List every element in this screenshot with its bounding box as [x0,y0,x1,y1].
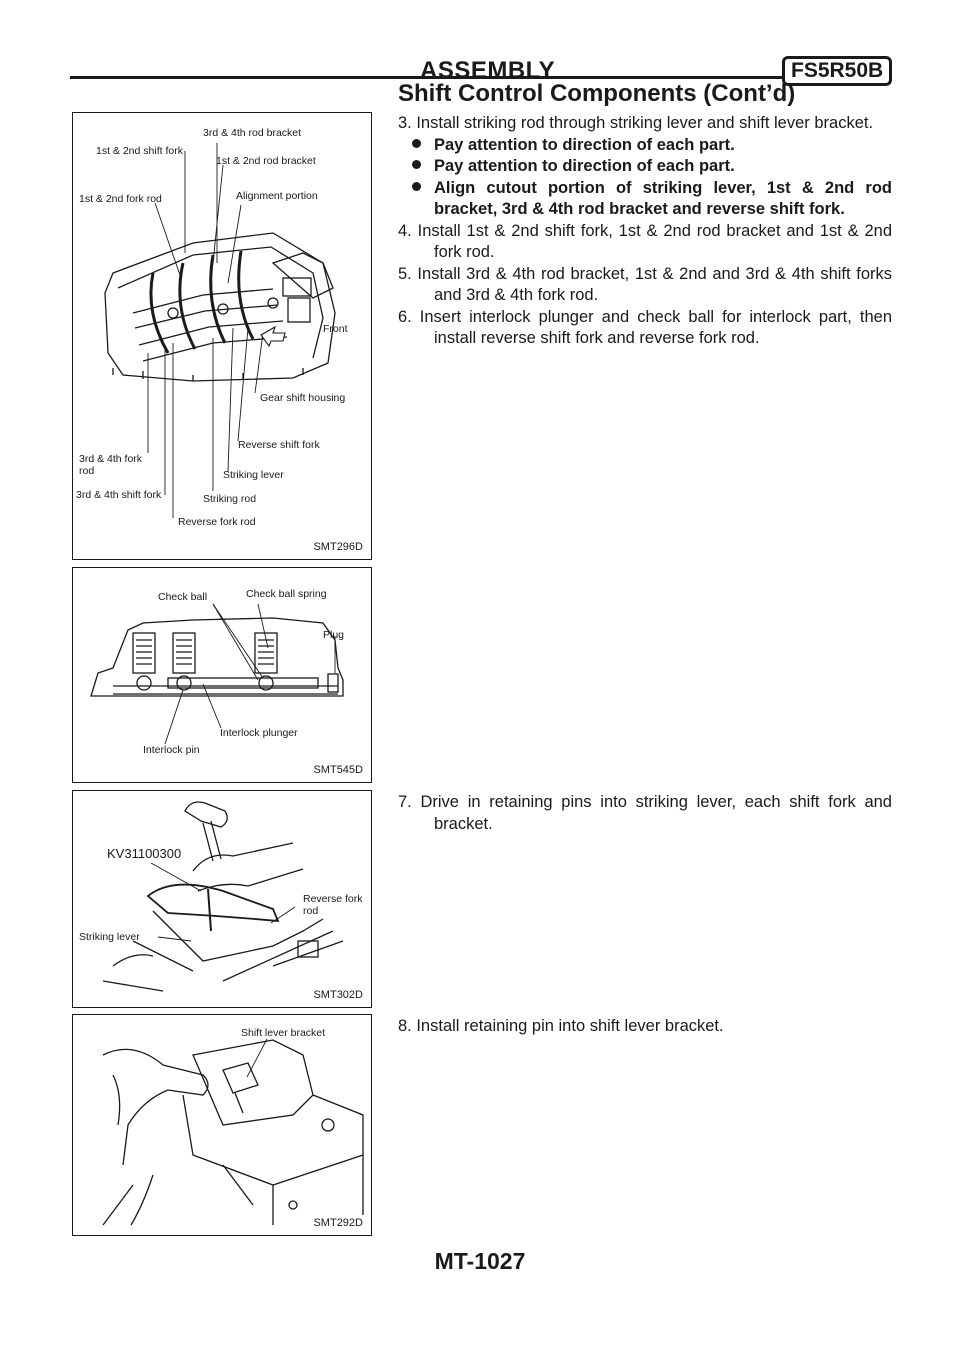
label-plug: Plug [323,629,345,641]
steps-block-1 [398,113,892,350]
figure-interlock [72,567,372,783]
page-number: MT-1027 [434,1248,526,1274]
label-striking-lever: Striking lever [79,931,140,943]
label-alignment-portion: Alignment portion [236,190,318,202]
label-fork-rod-12: 1st & 2nd fork rod [79,193,162,205]
label-tool-number: KV31100300 [107,846,182,861]
bullet-dot [412,139,421,148]
label-reverse-fork-rod: Reverse fork rod [178,516,256,528]
step-3: 3. Install striking rod through striking lever and shift lever bracket. [398,114,874,132]
figure-shift-lever-bracket [72,1014,372,1236]
label-check-ball-spring: Check ball spring [246,588,327,600]
bullet-dot [412,182,421,191]
figure-drive-pins [72,790,372,1008]
label-rod-bracket-12: 1st & 2nd rod bracket [216,155,316,167]
shift-lever-bracket-drawing [73,1015,371,1235]
bullet-2 [398,156,892,178]
label-striking-lever: Striking lever [223,469,284,481]
bullet-2-text: Pay attention to direction of each part. [434,157,735,175]
label-reverse-fork-rod: Reverse fork rod [303,893,363,917]
label-fork-rod-34: 3rd & 4th fork rod [79,453,143,477]
step-7: 7. Drive in retaining pins into striking lever, each shift fork and bracket. [398,793,892,833]
label-shift-fork-12: 1st & 2nd shift fork [96,145,183,157]
steps-block-3 [398,1016,892,1038]
bullet-3 [398,178,892,221]
label-striking-rod: Striking rod [203,493,257,505]
figure-code: SMT296D [313,541,363,553]
figure-code: SMT292D [313,1217,363,1229]
label-interlock-pin: Interlock pin [143,744,200,756]
steps-block-2 [398,792,892,835]
label-shift-fork-34: 3rd & 4th shift fork [76,489,162,501]
bullet-1-text: Pay attention to direction of each part. [434,135,735,154]
section-title: Shift Control Components (Cont’d) [398,80,796,107]
model-badge: FS5R50B [782,56,892,86]
figure-code: SMT302D [313,989,363,1001]
interlock-drawing [73,568,371,782]
label-shift-lever-bracket: Shift lever bracket [241,1027,326,1039]
figure-shift-components [72,112,372,560]
label-front: Front [323,323,348,335]
label-reverse-shift-fork: Reverse shift fork [238,439,320,451]
label-rod-bracket-34: 3rd & 4th rod bracket [203,127,302,139]
label-check-ball: Check ball [158,591,208,603]
step-6: 6. Insert interlock plunger and check ball for interlock part, then install reverse shift fork and reverse fork rod. [398,307,892,347]
step-5: 5. Install 3rd & 4th rod bracket, 1st & 2nd and 3rd & 4th shift forks and 3rd & 4th fork rod. [398,264,892,304]
label-gear-shift-housing: Gear shift housing [260,392,346,404]
header-title: ASSEMBLY [420,57,556,84]
figure-code: SMT545D [313,764,363,776]
bullet-1 [398,135,892,157]
step-8: 8. Install retaining pin into shift lever bracket. [398,1017,724,1035]
bullet-3-text: Align cutout portion of striking lever, 1st & 2nd rod bracket, 3rd & 4th rod bracket and reverse shift fork. [434,178,892,218]
step-4: 4. Install 1st & 2nd shift fork, 1st & 2nd rod bracket and 1st & 2nd fork rod. [398,221,892,261]
bullet-dot [412,160,421,169]
label-interlock-plunger: Interlock plunger [220,727,298,739]
